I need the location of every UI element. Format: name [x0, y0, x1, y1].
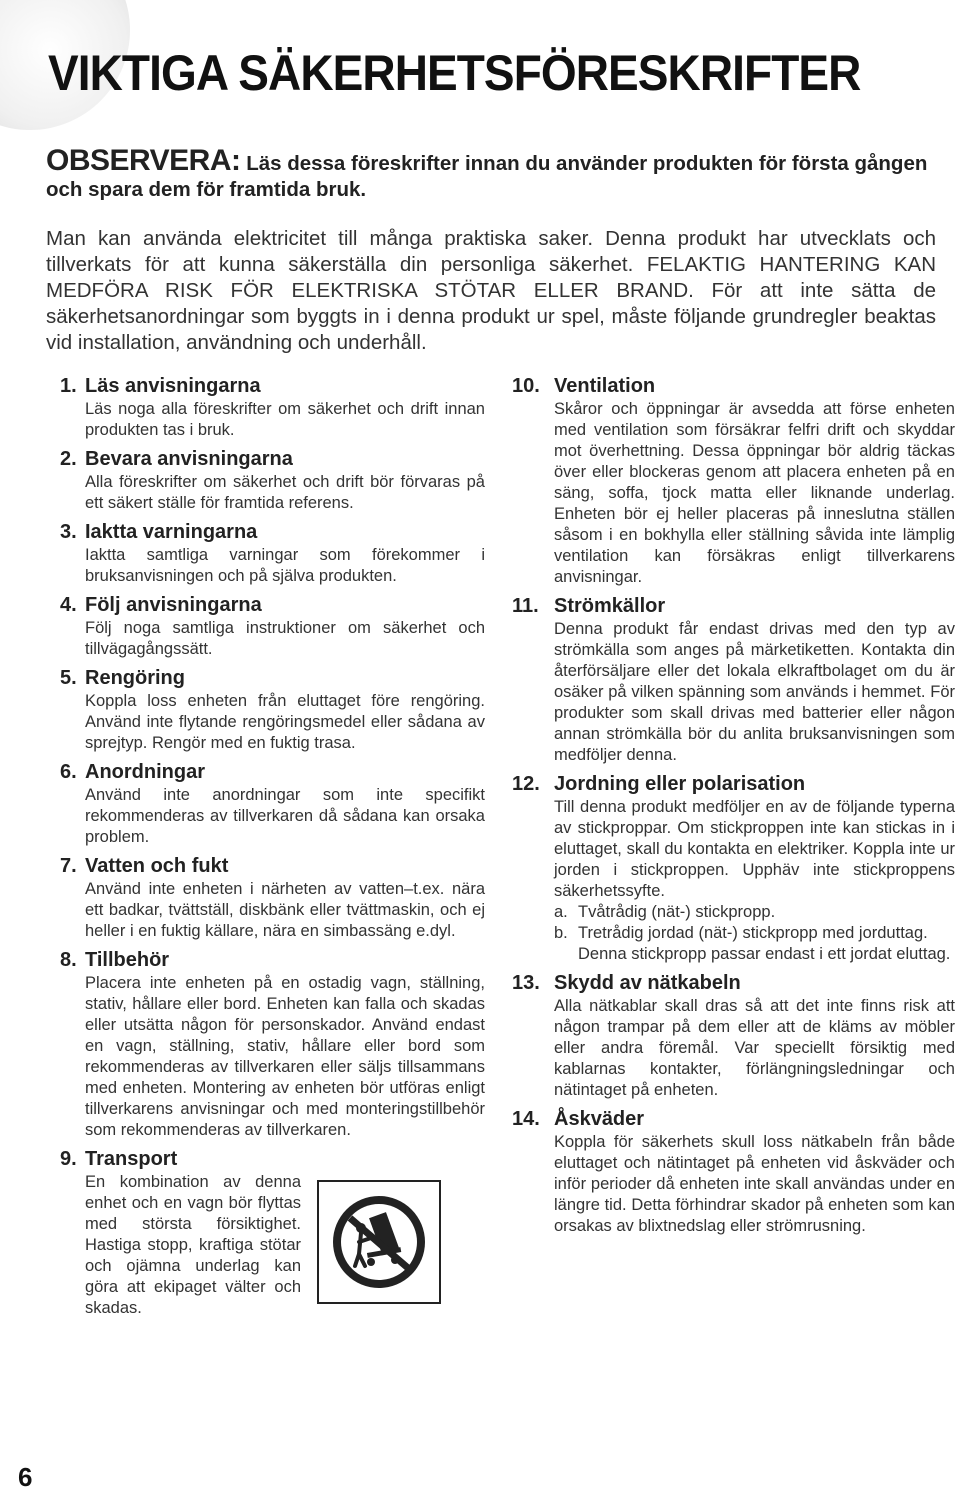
item-number: 1. [60, 375, 77, 397]
list-item [60, 593, 485, 660]
item-body: Koppla loss enheten från eluttaget före rengöring. Använd inte flytande rengöringsmedel eller sådana av sprejtyp. Rengör med en fuktig trasa. [85, 692, 485, 752]
item-title: Rengöring [85, 667, 185, 689]
item-title: Ventilation [554, 375, 656, 397]
item-title: Iaktta varningarna [85, 521, 258, 543]
list-item [60, 666, 485, 754]
item-number: 14. [512, 1108, 540, 1130]
item-title: Vatten och fukt [85, 855, 229, 877]
item-title: Åskväder [554, 1108, 645, 1130]
sub-list [554, 902, 955, 965]
item-number: 5. [60, 667, 77, 689]
item-body: En kombination av denna enhet och en vagn bör flyttas med största försiktighet. Hastiga stopp, kraftiga stötar och ojämna underlag kan göra att ekipaget välter och skadas. [85, 1173, 301, 1317]
item-body: Använd inte anordningar som inte specifikt rekommenderas av tillverkaren då sådana kan orsaka problem. [85, 786, 485, 846]
item-number: 6. [60, 761, 77, 783]
item-title: Skydd av nätkabeln [554, 972, 741, 994]
intro-paragraph: Man kan använda elektricitet till många praktiska saker. Denna produkt har utvecklats och tillverkats för att kunna säkerställa din personliga säkerhet. FELAKTIG HANTERING KAN MEDFÖRA RISK FÖR ELEKTRISKA STÖTAR ELLER BRAND. För att inte sätta de säkerhetsanordningar som byggts in i denna produkt ur spel, måste följande grundregler beaktas vid installation, användning och underhåll. [46, 227, 936, 354]
item-number: 7. [60, 855, 77, 877]
list-item [60, 948, 485, 1141]
item-body: Denna produkt får endast drivas med den typ av strömkälla som anges på märketiketten. Kontakta din återförsäljare eller det lokala elkraftbolaget om du är osäker på vilken spänning som används i hemmet. För produkter som skall drivas med batterier eller någon annan strömkälla bör du anlita bruksanvisningen som medföljer denna. [554, 620, 955, 764]
sub-letter: a. [554, 903, 568, 921]
page-title: VIKTIGA SÄKERHETSFÖRESKRIFTER [48, 45, 861, 101]
list-item [60, 1147, 485, 1319]
list-item [60, 447, 485, 514]
item-number: 3. [60, 521, 77, 543]
item-title: Transport [85, 1148, 178, 1170]
notice-block [46, 144, 936, 203]
sub-text: Tvåtrådig (nät-) stickpropp. [578, 903, 776, 921]
item-body: Koppla för säkerhets skull loss nätkabeln från både eluttaget och nätintaget på enheten vid åskväder och inför perioder då enheten inte skall användas under en längre tid. Detta förhindrar skador på enheten som kan orsakas av blixtnedslag eller strömrusning. [554, 1133, 955, 1235]
list-item [60, 374, 485, 441]
page-number: 6 [18, 1462, 33, 1492]
list-item [512, 971, 955, 1101]
item-number: 8. [60, 949, 77, 971]
list-item [512, 374, 955, 588]
item-title: Strömkällor [554, 595, 666, 617]
item-title: Läs anvisningarna [85, 375, 261, 397]
item-number: 4. [60, 594, 77, 616]
list-item [512, 1107, 955, 1237]
item-title: Bevara anvisningarna [85, 448, 293, 470]
sub-note: Denna stickpropp passar endast i ett jordat eluttag. [578, 945, 951, 963]
item-number: 2. [60, 448, 77, 470]
list-item [512, 594, 955, 766]
item-title: Jordning eller polarisation [554, 773, 806, 795]
sub-item [554, 923, 955, 944]
item-body: Skåror och öppningar är avsedda att förse enheten med ventilation som försäkrar felfri drift och skyddar mot överhettning. Dessa öppningar bör aldrig täckas över eller blockeras genom att placera enheten på en säng, soffa, tjock matta eller liknande underlag. Enheten bör ej heller placeras på inneslutna ställen såsom i en bokhylla eller ställning såvida inte lämplig ventilation kan försäkras enligt tillverkarens anvisningar. [554, 400, 955, 586]
item-number: 12. [512, 773, 540, 795]
item-body: Följ noga samtliga instruktioner om säkerhet och tillvägagångssätt. [85, 619, 485, 658]
sub-text: Tretrådig jordad (nät-) stickpropp med jorduttag. [578, 924, 928, 942]
list-item [60, 520, 485, 587]
sub-letter: b. [554, 924, 568, 942]
cart-tipover-warning-icon [317, 1180, 441, 1304]
item-number: 9. [60, 1148, 77, 1170]
item-title: Anordningar [85, 761, 205, 783]
right-column [512, 374, 955, 1243]
list-item [512, 772, 955, 965]
notice-text: Läs dessa föreskrifter innan du använder produkten för första gången och spara dem för framtida bruk. [46, 152, 928, 201]
item-body: Alla föreskrifter om säkerhet och drift bör förvaras på ett säkert ställe för framtida referens. [85, 473, 485, 512]
sub-item [554, 902, 955, 923]
item-title: Tillbehör [85, 949, 170, 971]
item-number: 11. [512, 595, 539, 617]
list-item [60, 760, 485, 848]
left-column [60, 374, 485, 1325]
item-body: Läs noga alla föreskrifter om säkerhet och drift innan produkten tas i bruk. [85, 400, 485, 439]
item-body: Använd inte enheten i närheten av vatten–t.ex. nära ett badkar, tvättställ, diskbänk eller tvättmaskin, och ej heller i en fuktig källare, nära en simbassäng e.dyl. [85, 880, 485, 940]
item-body: Placera inte enheten på en ostadig vagn, ställning, stativ, hållare eller bord. Enheten kan falla och skadas eller utsätta någon för personskador. Använd endast en vagn, ställning, stativ, hållare eller bord som rekommenderas av tillverkaren eller säljs tillsammans med enheten. Montering av enheten bör utföras enligt tillverkarens anvisningar och med monteringstillbehör som rekommenderas av tillverkaren. [85, 974, 485, 1139]
notice-lead: OBSERVERA: [46, 144, 241, 177]
item-number: 13. [512, 972, 540, 994]
item-body: Till denna produkt medföljer en av de följande typerna av stickproppar. Om stickproppen inte kan stickas in i eluttaget, skall du kontakta en elektriker. Koppla inte ur jorden i stickproppen. Upphäv inte stickproppens säkerhetssyfte. [554, 798, 955, 900]
list-item [60, 854, 485, 942]
item-body: Iaktta samtliga varningar som förekommer i bruksanvisningen och på själva produkten. [85, 546, 485, 585]
item-body: Alla nätkablar skall dras så att det inte finns risk att någon trampar på dem eller att de kläms av möbler eller andra föremål. Var speciellt försiktig med kablarnas kontakter, förlängningsledningar och nätintaget på enheten. [554, 997, 955, 1099]
item-number: 10. [512, 375, 540, 397]
item-title: Följ anvisningarna [85, 594, 262, 616]
